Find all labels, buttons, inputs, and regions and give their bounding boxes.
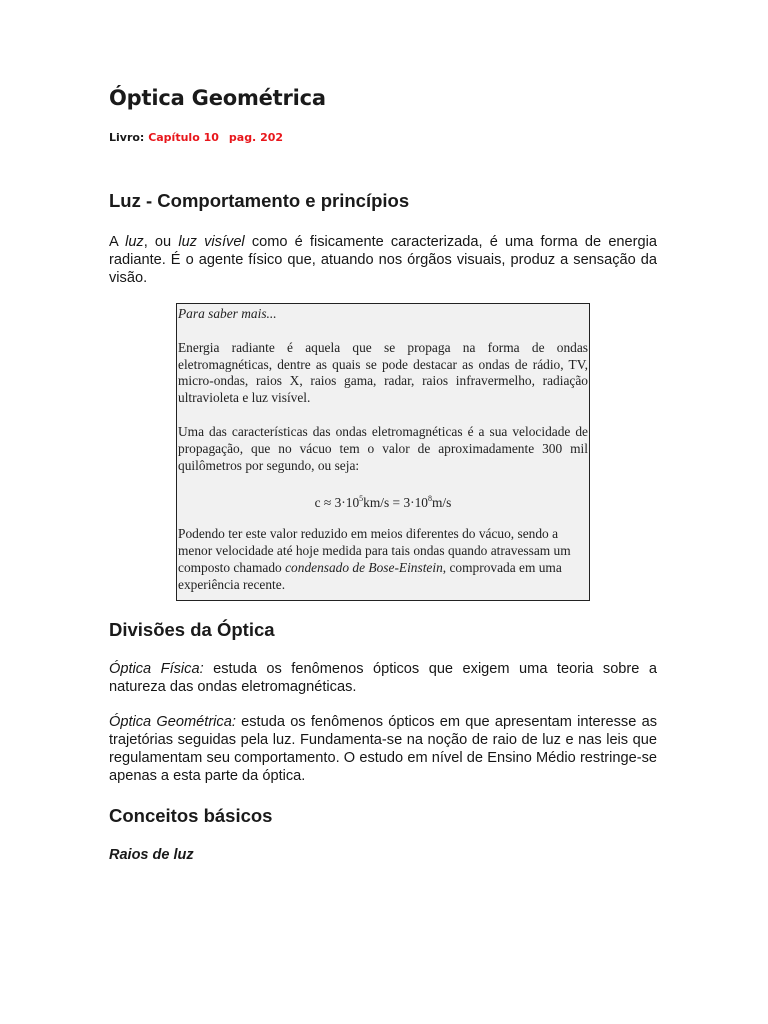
info-box-paragraph-3 <box>178 526 588 593</box>
info-box-paragraph-1: Energia radiante é aquela que se propaga na forma de ondas eletromagnéticas, dentre as quais se pode destacar as ondas de rádio, TV, micro-ondas, raios X, raios gama, radar, raios infravermelho, radiação ultravioleta e luz visível. <box>178 339 588 406</box>
luz-text-mid: , ou <box>143 234 179 250</box>
optica-geometrica-paragraph <box>109 713 657 785</box>
formula-part-3: m/s <box>432 495 452 511</box>
formula-part-2: km/s = 3·10 <box>363 495 429 511</box>
formula-part-1: c ≈ 3·10 <box>314 495 360 511</box>
info-box-p3-end: , comprovada em uma experiência recente. <box>178 559 562 592</box>
book-label: Livro: <box>109 131 145 144</box>
luz-text-end: como é fisicamente caracterizada, é uma forma de energia radiante. É o agente físico que, atuando nos órgãos visuais, produz a sensação da visão. <box>109 234 657 286</box>
optica-geometrica-term: Óptica Geométrica: <box>109 714 236 730</box>
luz-visivel-term: luz visível <box>178 234 245 250</box>
book-page: pag. 202 <box>228 131 284 144</box>
section-heading-conceitos: Conceitos básicos <box>109 805 273 826</box>
info-box-paragraph-2: Uma das características das ondas eletromagnéticas é a sua velocidade de propagação, que no vácuo tem o valor de aproximadamente 300 mil quilômetros por segundo, ou seja: <box>178 423 588 473</box>
subheading-raios-de-luz: Raios de luz <box>109 847 194 863</box>
optica-fisica-term: Óptica Física: <box>109 661 204 677</box>
section-heading-luz: Luz - Comportamento e princípios <box>109 190 410 211</box>
document-title: Óptica Geométrica <box>109 86 326 110</box>
formula-exponent-1: 5 <box>359 494 364 504</box>
optica-fisica-paragraph <box>109 660 657 696</box>
info-box-para-saber-mais <box>176 303 590 601</box>
luz-text-start: A <box>109 234 126 250</box>
bose-einstein-term: condensado de Bose-Einstein <box>285 559 443 575</box>
optica-fisica-text: estuda os fenômenos ópticos que exigem uma teoria sobre a natureza das ondas eletromagnéticas. <box>109 661 657 695</box>
info-box-title: Para saber mais... <box>178 306 277 321</box>
book-chapter: Capítulo 10 <box>148 131 219 144</box>
info-box-p3-start: Podendo ter este valor reduzido em meios diferentes do vácuo, sendo a menor velocidade até hoje medida para tais ondas quando atravessam um composto chamado <box>178 526 571 575</box>
optica-geometrica-text: estuda os fenômenos ópticos em que apresentam interesse as trajetórias seguidas pela luz. Fundamenta-se na noção de raio de luz e nas leis que regulamentam seu comportamento. O estudo em nível de Ensino Médio restringe-se apenas a esta parte da óptica. <box>109 714 657 784</box>
formula-exponent-2: 8 <box>428 494 433 504</box>
book-reference <box>109 131 283 144</box>
speed-of-light-formula <box>178 491 588 512</box>
section-heading-divisoes: Divisões da Óptica <box>109 619 275 640</box>
luz-paragraph <box>109 233 657 287</box>
luz-term: luz <box>125 234 144 250</box>
